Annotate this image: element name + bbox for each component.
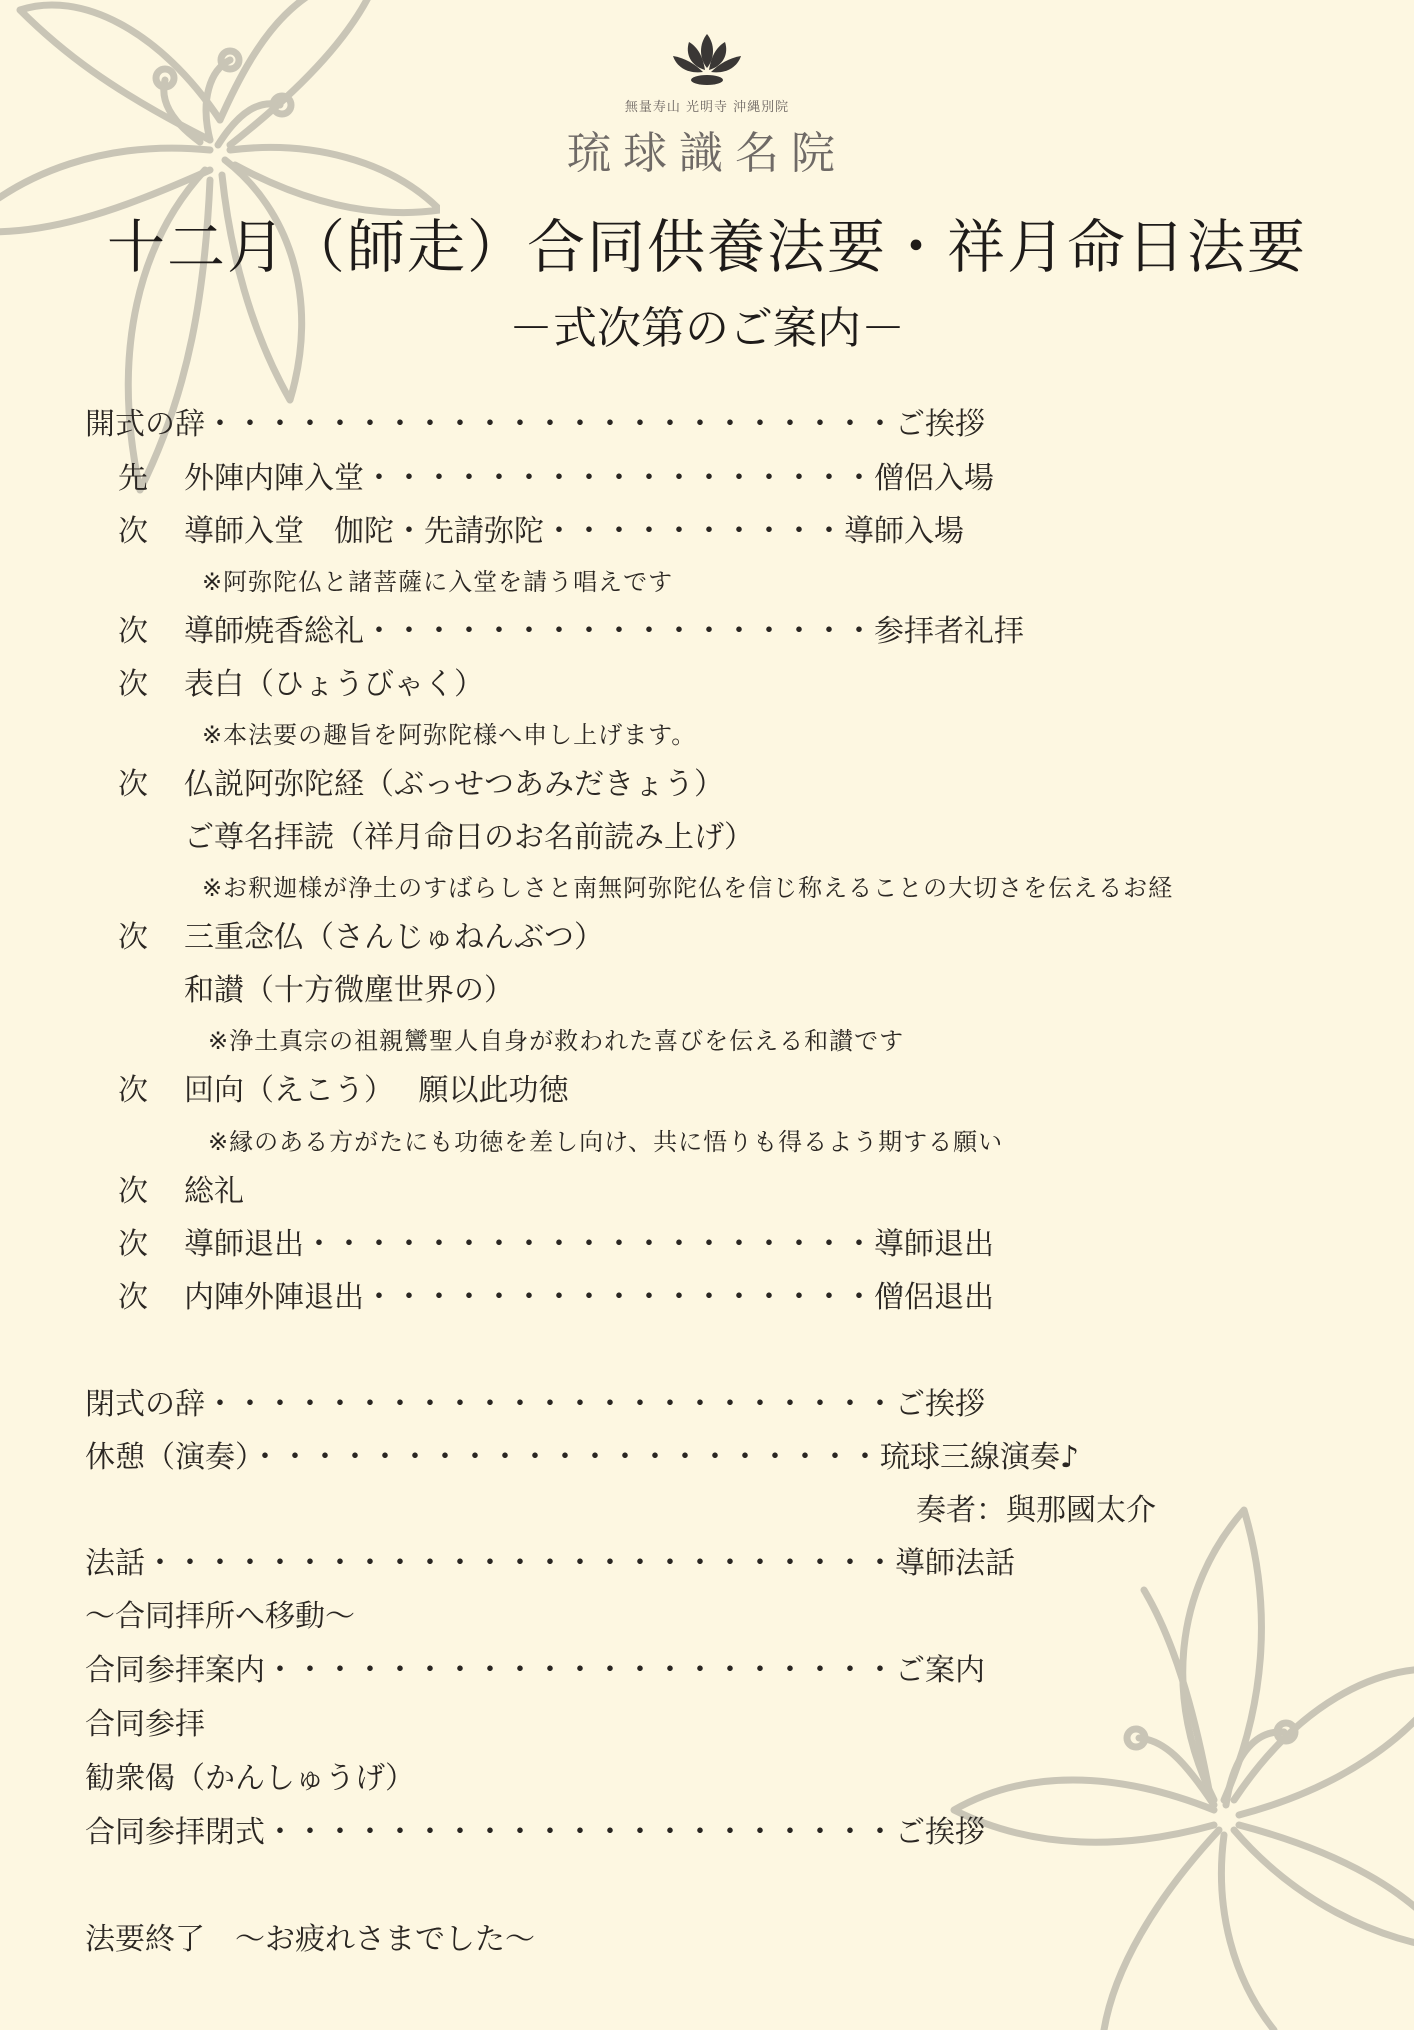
program-item	[184, 820, 754, 855]
sermon-row: 法話・・・・・・・・・・・・・・・・・・・・・・・・・導師法話	[85, 1546, 1015, 1581]
program-item	[184, 973, 514, 1008]
program-item: 次 表白（ひょうびゃく）	[118, 667, 484, 702]
closing-row: 閉式の辞・・・・・・・・・・・・・・・・・・・・・・・ご挨拶	[85, 1387, 985, 1422]
item-value: 導師退出	[874, 1227, 994, 1262]
opening-row	[85, 407, 985, 442]
program-note: ※縁のある方がたにも功徳を差し向け、共に悟りも得るよう期する願い	[208, 1128, 1004, 1156]
program-item: 次 三重念仏（さんじゅねんぶつ）	[118, 920, 604, 955]
opening-dots: ・・・・・・・・・・・・・・・・・・・・・・・	[205, 407, 895, 442]
item-label: 内陣外陣退出	[184, 1280, 364, 1315]
item-label: 導師入堂 伽陀・先請弥陀	[184, 514, 544, 549]
item-label: 表白（ひょうびゃく）	[184, 667, 484, 702]
item-label: ご尊名拝読（祥月命日のお名前読み上げ）	[184, 820, 754, 855]
page-subtitle: －式次第のご案内－	[509, 303, 905, 354]
opening-value: ご挨拶	[895, 407, 985, 442]
program-note: ※阿弥陀仏と諸菩薩に入堂を請う唱えです	[202, 568, 674, 596]
move-notice: ～合同拝所へ移動～	[85, 1599, 355, 1634]
item-value: 僧侶退出	[874, 1280, 994, 1315]
page-title: 十二月（師走）合同供養法要・祥月命日法要	[106, 213, 1307, 281]
program-note: ※お釈迦様が浄土のすばらしさと南無阿弥陀仏を信じ称えることの大切さを伝えるお経	[202, 874, 1174, 902]
program-item: 次 内陣外陣退出・・・・・・・・・・・・・・・・・僧侶退出	[118, 1280, 994, 1315]
item-label: 導師焼香総礼	[184, 614, 364, 649]
item-value: 参拝者礼拝	[874, 614, 1024, 649]
end-row: 法要終了 ～お疲れさまでした～	[85, 1922, 535, 1957]
program-item: 次 総礼	[118, 1174, 244, 1209]
program-item: 次 回向（えこう） 願以此功徳	[118, 1073, 569, 1108]
item-label: 導師退出	[184, 1227, 304, 1262]
item-label: 回向（えこう） 願以此功徳	[184, 1073, 569, 1108]
item-label: 和讃（十方微塵世界の）	[184, 973, 514, 1008]
item-value: 僧侶入場	[874, 461, 994, 496]
joint-close-row: 合同参拝閉式・・・・・・・・・・・・・・・・・・・・・ご挨拶	[85, 1815, 985, 1850]
item-label: 三重念仏（さんじゅねんぶつ）	[184, 920, 604, 955]
temple-name: 琉球識名院	[567, 128, 847, 179]
program-item: 次 導師入堂 伽陀・先請弥陀・・・・・・・・・・導師入場	[118, 514, 964, 549]
temple-subtitle: 無量寿山 光明寺 沖縄別院	[624, 100, 790, 115]
kanshuge-row: 勧衆偈（かんしゅうげ）	[85, 1761, 415, 1796]
performer-name: 奏者：與那國太介	[916, 1493, 1156, 1528]
item-value: 導師入場	[844, 514, 964, 549]
item-label: 外陣内陣入堂	[184, 461, 364, 496]
rest-row: 休憩（演奏）・・・・・・・・・・・・・・・・・・・・・琉球三線演奏♪	[85, 1440, 1080, 1475]
program-note: ※本法要の趣旨を阿弥陀様へ申し上げます。	[202, 721, 697, 749]
item-label: 総礼	[184, 1174, 244, 1209]
joint-worship-row: 合同参拝	[85, 1707, 205, 1742]
item-label: 仏説阿弥陀経（ぶっせつあみだきょう）	[184, 767, 724, 802]
joint-guide-row: 合同参拝案内・・・・・・・・・・・・・・・・・・・・・ご案内	[85, 1653, 985, 1688]
program-item: 次 導師焼香総礼・・・・・・・・・・・・・・・・・参拝者礼拝	[118, 614, 1024, 649]
program-note: ※浄土真宗の祖親鸞聖人自身が救われた喜びを伝える和讃です	[208, 1027, 905, 1055]
program-item: 次 導師退出・・・・・・・・・・・・・・・・・・・導師退出	[118, 1227, 994, 1262]
opening-label: 開式の辞	[85, 407, 205, 442]
program-item: 次 仏説阿弥陀経（ぶっせつあみだきょう）	[118, 767, 724, 802]
program-item: 先 外陣内陣入堂・・・・・・・・・・・・・・・・・僧侶入場	[118, 461, 994, 496]
